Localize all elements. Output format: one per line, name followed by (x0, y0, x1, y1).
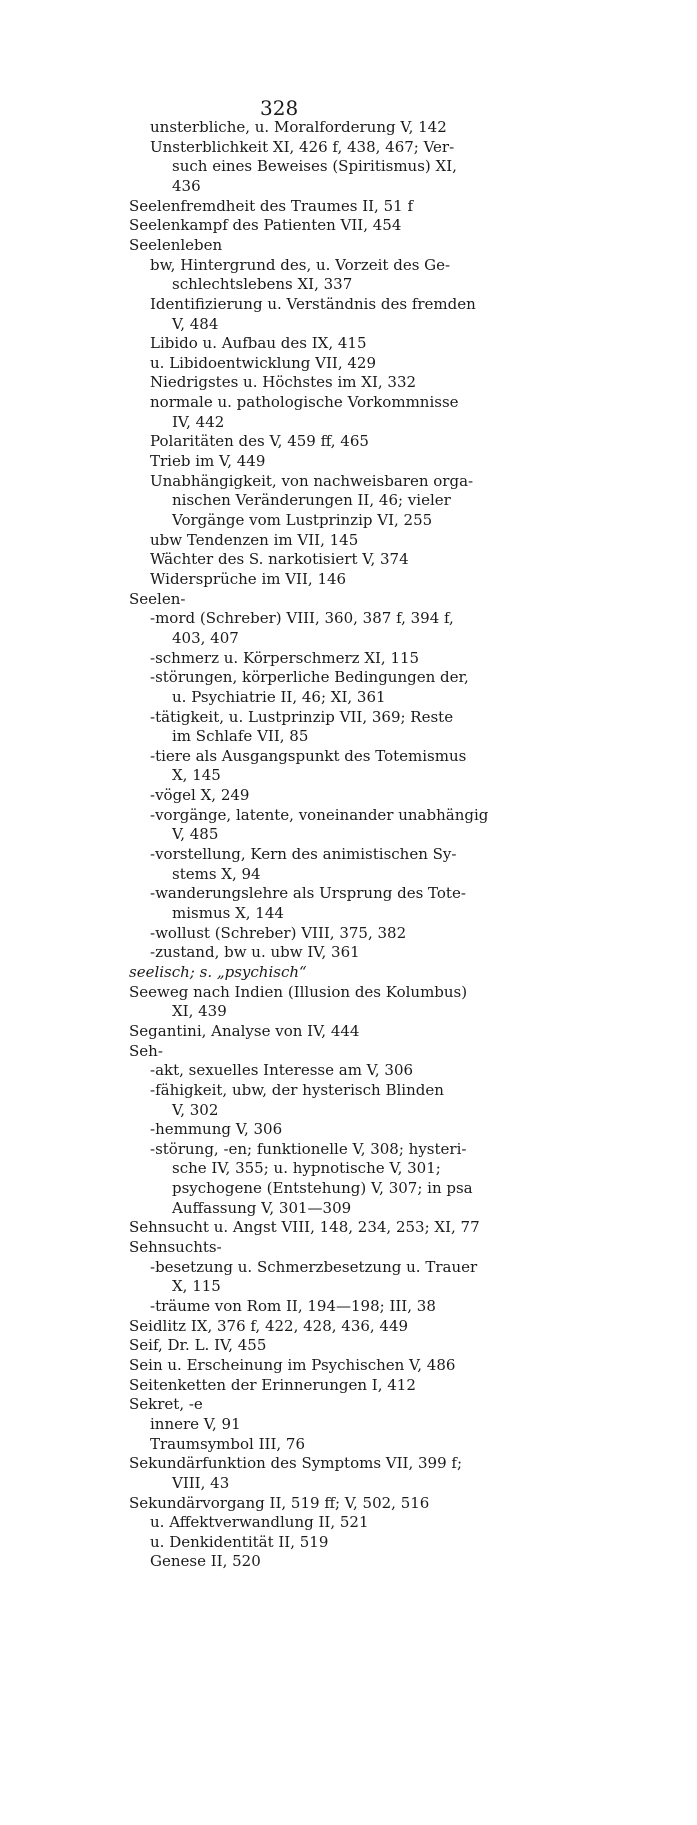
index-line: bw, Hintergrund des, u. Vorzeit des Ge- (150, 255, 451, 274)
index-line: u. Affektverwandlung II, 521 (150, 1513, 369, 1532)
index-line: Sekret, -e (129, 1395, 203, 1414)
index-line: Unabhängigkeit, von nachweisbaren orga- (150, 471, 474, 490)
index-line: such eines Beweises (Spiritismus) XI, (172, 157, 457, 176)
index-line: Genese II, 520 (150, 1552, 261, 1571)
index-line: -akt, sexuelles Interesse am V, 306 (150, 1061, 414, 1080)
index-line: -wollust (Schreber) VIII, 375, 382 (150, 923, 407, 942)
index-line: Sehnsuchts- (129, 1238, 222, 1257)
index-line: -vorgänge, latente, voneinander unabhängig (150, 805, 489, 824)
index-line: Sein u. Erscheinung im Psychischen V, 486 (129, 1355, 456, 1374)
index-line: Segantini, Analyse von IV, 444 (129, 1021, 360, 1040)
index-line: nischen Veränderungen II, 46; vieler (172, 491, 451, 510)
index-line: Seif, Dr. L. IV, 455 (129, 1336, 267, 1355)
index-line: Widersprüche im VII, 146 (150, 569, 347, 588)
index-line: sche IV, 355; u. hypnotische V, 301; (172, 1159, 441, 1178)
index-line: -störung, -en; funktionelle V, 308; hysteri- (150, 1139, 467, 1158)
index-line: Libido u. Aufbau des IX, 415 (150, 334, 367, 353)
index-line: VIII, 43 (172, 1473, 230, 1492)
index-line: Seelenleben (129, 235, 223, 254)
index-line: -besetzung u. Schmerzbesetzung u. Trauer (150, 1257, 478, 1276)
index-line: Seeweg nach Indien (Illusion des Kolumbus) (129, 982, 468, 1001)
index-line: Polaritäten des V, 459 ff, 465 (150, 432, 369, 451)
index-line: ubw Tendenzen im VII, 145 (150, 530, 359, 549)
index-line: Seelenkampf des Patienten VII, 454 (129, 216, 402, 235)
index-line: normale u. pathologische Vorkommnisse (150, 393, 459, 412)
index-line: IV, 442 (172, 412, 225, 431)
index-line: 403, 407 (172, 628, 239, 647)
index-line: XI, 439 (172, 1002, 227, 1021)
index-line: -träume von Rom II, 194—198; III, 38 (150, 1297, 436, 1315)
index-line: -tiere als Ausgangspunkt des Totemismus (150, 746, 467, 765)
index-line: X, 115 (172, 1277, 221, 1296)
index-line: schlechtslebens XI, 337 (172, 275, 353, 294)
index-line: mismus X, 144 (172, 904, 284, 922)
index-line: -schmerz u. Körperschmerz XI, 115 (150, 648, 420, 667)
index-line: Traumsymbol III, 76 (150, 1434, 305, 1453)
index-line: unsterbliche, u. Moralforderung V, 142 (150, 118, 447, 136)
index-line: innere V, 91 (150, 1414, 241, 1433)
index-line: Sehnsucht u. Angst VIII, 148, 234, 253; XI, 77 (129, 1218, 480, 1237)
index-line: X, 145 (172, 766, 221, 785)
index-line: -vorstellung, Kern des animistischen Sy- (150, 845, 457, 864)
index-line: u. Libidoentwicklung VII, 429 (150, 353, 377, 372)
index-line: Seelen- (129, 589, 186, 608)
index-line: -zustand, bw u. ubw IV, 361 (150, 943, 360, 962)
index-line: seelisch; s. „psychisch“ (129, 962, 307, 981)
index-line: u. Denkidentität II, 519 (150, 1532, 329, 1551)
index-line: -fähigkeit, ubw, der hysterisch Blinden (150, 1080, 444, 1099)
index-line: -mord (Schreber) VIII, 360, 387 f, 394 f, (150, 609, 454, 628)
index-line: Seh- (129, 1041, 163, 1060)
index-line: -tätigkeit, u. Lustprinzip VII, 369; Reste (150, 707, 454, 726)
index-line: -wanderungslehre als Ursprung des Tote- (150, 884, 466, 903)
index-line: Vorgänge vom Lustprinzip VI, 255 (172, 511, 433, 529)
index-line: Trieb im V, 449 (150, 452, 266, 471)
index-line: V, 485 (172, 825, 219, 844)
index-line: -störungen, körperliche Bedingungen der, (150, 668, 469, 687)
index-line: Seitenketten der Erinnerungen I, 412 (129, 1375, 416, 1394)
index-line: V, 484 (172, 314, 219, 333)
index-line: Sekundärfunktion des Symptoms VII, 399 f; (129, 1454, 463, 1473)
index-line: Unsterblichkeit XI, 426 f, 438, 467; Ver- (150, 137, 455, 156)
index-line: im Schlafe VII, 85 (172, 727, 309, 746)
index-line: -vögel X, 249 (150, 786, 250, 805)
index-line: psychogene (Entstehung) V, 307; in psa (172, 1179, 473, 1198)
index-line: Identifizierung u. Verständnis des fremden (150, 294, 476, 313)
page-number: 328 (260, 96, 299, 120)
index-line: -hemmung V, 306 (150, 1120, 283, 1139)
index-line: 436 (172, 176, 201, 195)
index-line: Seelenfremdheit des Traumes II, 51 f (129, 196, 414, 215)
index-line: Auffassung V, 301—309 (172, 1198, 352, 1217)
index-line: Niedrigstes u. Höchstes im XI, 332 (150, 373, 417, 392)
index-line: stems X, 94 (172, 864, 261, 883)
index-line: Seidlitz IX, 376 f, 422, 428, 436, 449 (129, 1316, 409, 1335)
index-line: V, 302 (172, 1100, 219, 1119)
index-line: Wächter des S. narkotisiert V, 374 (150, 550, 409, 569)
index-line: Sekundärvorgang II, 519 ff; V, 502, 516 (129, 1493, 430, 1512)
index-line: u. Psychiatrie II, 46; XI, 361 (172, 687, 386, 706)
